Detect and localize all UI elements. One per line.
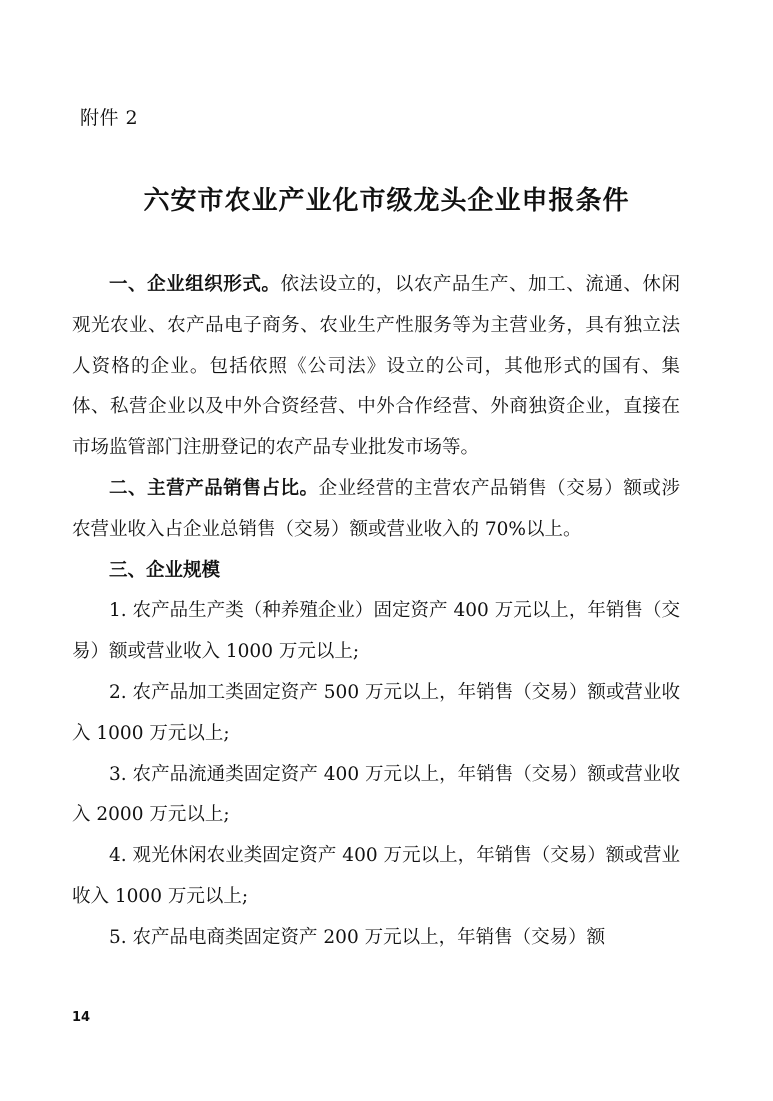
attachment-label: 附件 2 bbox=[80, 107, 139, 129]
section-2-text: 企业经营的主营农产品销售（交易）额或涉农营业收入占企业总销售（交易）额或营业收入的 70%以上。 bbox=[72, 477, 680, 540]
scale-item-2: 2. 农产品加工类固定资产 500 万元以上，年销售（交易）额或营业收入 1000 万元以上; bbox=[72, 681, 680, 744]
document-body bbox=[72, 265, 680, 959]
section-1-heading: 一、企业组织形式。 bbox=[109, 274, 281, 295]
section-2-heading: 二、主营产品销售占比。 bbox=[109, 477, 319, 499]
document-title: 六安市农业产业化市级龙头企业申报条件 bbox=[143, 186, 630, 216]
section-3-heading: 三、企业规模 bbox=[109, 559, 221, 581]
scale-item-4: 4. 观光休闲农业类固定资产 400 万元以上，年销售（交易）额或营业收入 1000 万元以上; bbox=[72, 845, 680, 907]
section-1-text: 依法设立的，以农产品生产、加工、流通、休闲观光农业、农产品电子商务、农业生产性服务等为主营业务，具有独立法人资格的企业。包括依照《公司法》设立的公司，其他形式的国有、集体、私营企业以及中外合资经营、中外合作经营、外商独资企业，直接在市场监管部门注册登记的农产品专业批发市场等。 bbox=[72, 274, 680, 459]
scale-item-3: 3. 农产品流通类固定资产 400 万元以上，年销售（交易）额或营业收入 2000 万元以上; bbox=[72, 763, 680, 826]
page-number: 14 bbox=[72, 1010, 91, 1025]
section-1-paragraph bbox=[72, 265, 680, 469]
scale-item-1: 1. 农产品生产类（种养殖企业）固定资产 400 万元以上，年销售（交易）额或营业收入 1000 万元以上; bbox=[72, 600, 680, 663]
scale-item-5: 5. 农产品电商类固定资产 200 万元以上，年销售（交易）额 bbox=[109, 926, 606, 948]
section-2-paragraph bbox=[72, 469, 680, 551]
